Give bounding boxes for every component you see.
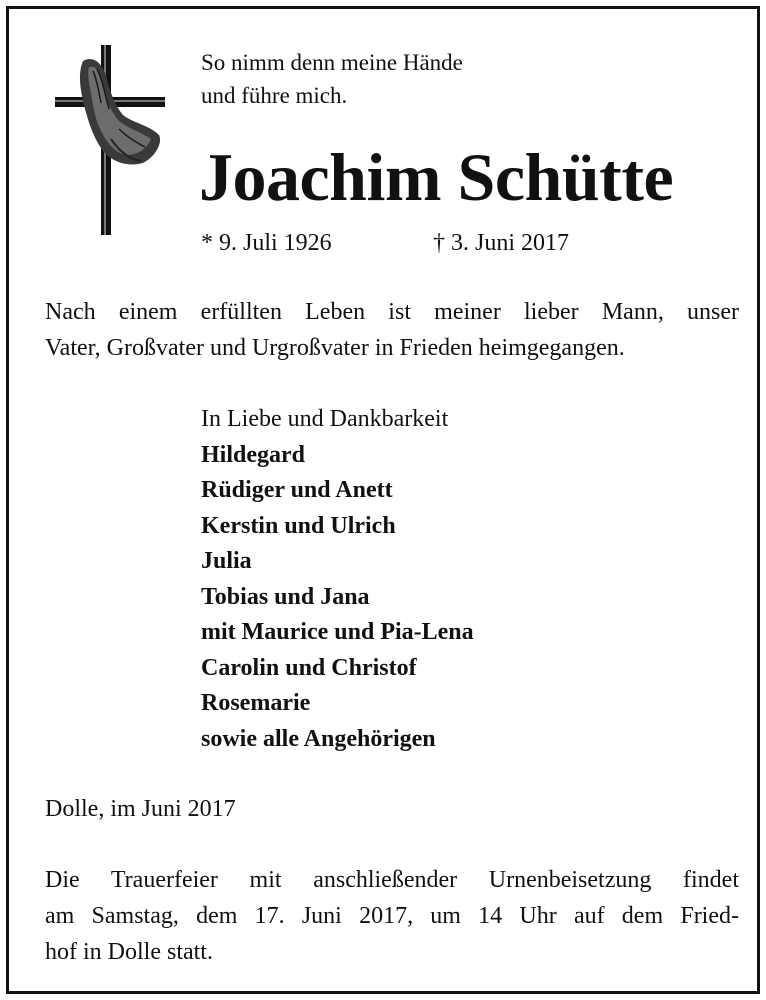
intro-text [45, 294, 739, 366]
birth-date: * 9. Juli 1926 [201, 230, 332, 256]
life-dates [201, 227, 621, 259]
mourner-name: Tobias und Jana [201, 583, 370, 610]
mourner-name: Kerstin und Ulrich [201, 512, 396, 539]
verse [201, 46, 463, 112]
service-line: am Samstag, dem 17. Juni 2017, um 14 Uhr auf dem Fried- [45, 903, 739, 929]
mourner-name: Rosemarie [201, 690, 311, 716]
deceased-name: Joachim Schütte [199, 139, 674, 215]
mourner-name: Carolin und Christof [201, 654, 417, 681]
intro-line: Nach einem erfüllten Leben ist meiner lieber Mann, unser [45, 299, 739, 325]
signature-lead: In Liebe und Dankbarkeit [201, 406, 449, 432]
death-date: † 3. Juni 2017 [433, 230, 570, 256]
mourner-name: mit Maurice und Pia-Lena [201, 619, 474, 645]
mourner-name: sowie alle Angehörigen [201, 725, 436, 752]
place-date: Dolle, im Juni 2017 [45, 796, 236, 822]
service-line: Die Trauerfeier mit anschließender Urnenbeisetzung findet [45, 867, 739, 893]
verse-line: und führe mich. [201, 83, 348, 108]
intro-line: Vater, Großvater und Urgroßvater in Frieden heimgegangen. [45, 335, 625, 361]
cross-with-praying-hands-icon [49, 39, 169, 239]
obituary-notice [6, 6, 760, 994]
mourner-name: Rüdiger und Anett [201, 477, 393, 503]
mourner-name: Hildegard [201, 441, 306, 468]
service-line: hof in Dolle statt. [45, 939, 213, 965]
service-text [45, 862, 739, 970]
signatures [201, 402, 474, 757]
mourner-name: Julia [201, 548, 252, 574]
verse-line: So nimm denn meine Hände [201, 50, 463, 75]
